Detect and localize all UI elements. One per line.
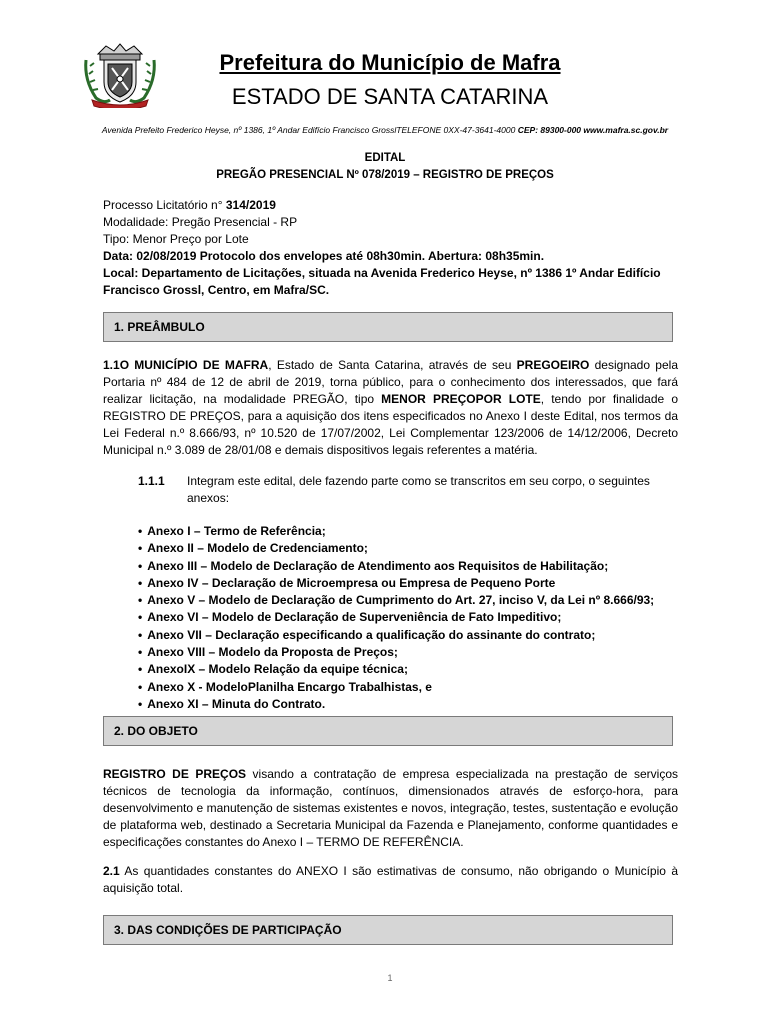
annex-item: • Anexo XI – Minuta do Contrato. (138, 696, 698, 713)
process-data: Data: 02/08/2019 Protocolo dos envelopes até 08h30min. Abertura: 08h35min. (103, 249, 545, 263)
edital-line-2: PREGÃO PRESENCIAL Nº 078/2019 – REGISTRO DE PREÇOS (216, 169, 554, 181)
address-cep-site: CEP: 89300-000 www.mafra.sc.gov.br (517, 125, 669, 135)
process-number: Processo Licitatório n° 314/2019 (103, 198, 276, 212)
objeto-paragraph: REGISTRO DE PREÇOS visando a contratação de empresa especializada na prestação de serviços técnicos de tecnologia da informação, contínuos, dimensionados através de esforço-hora, para desenvolvimento e manutenção de sistemas existentes e novos, integração, testes, sustentação e evolução de plataforma web, destinado a Secretaria Municipal da Fazenda e Planejamento, conforme quantidades e especificações constantes do Anexo I – TERMO DE REFERÊNCIA. (103, 767, 678, 849)
section-heading-preambulo: 1. PREÂMBULO (103, 312, 673, 342)
header-address (0, 125, 770, 135)
annex-item: • Anexo IV – Declaração de Microempresa ou Empresa de Pequeno Porte (138, 575, 698, 592)
annex-item: • AnexoIX – Modelo Relação da equipe técnica; (138, 661, 698, 678)
subitem-number: 1.1.1 (138, 474, 165, 488)
subitem-text: Integram este edital, dele fazendo parte como se transcritos em seu corpo, o seguintes anexos: (187, 474, 650, 505)
annex-item: • Anexo II – Modelo de Credenciamento; (138, 540, 698, 557)
header-title: Prefeitura do Município de Mafra (219, 50, 561, 75)
process-local: Local: Departamento de Licitações, situada na Avenida Frederico Heyse, nº 1386 1º Andar Edifício Francisco Grossl, Centro, em Mafra/SC. (103, 266, 661, 297)
process-info (103, 197, 683, 299)
address-text: Avenida Prefeito Frederico Heyse, nº 1386, 1º Andar Edifício Francisco GrosslTELEFONE 0XX-47-3641-4000 (101, 125, 516, 135)
annex-item: • Anexo I – Termo de Referência; (138, 523, 698, 540)
edital-line-1: EDITAL (364, 152, 406, 164)
annex-list (138, 523, 698, 713)
objeto-item-2-1: 2.1 As quantidades constantes do ANEXO I são estimativas de consumo, não obrigando o Município à aquisição total. (103, 864, 678, 895)
annex-item: • Anexo VIII – Modelo da Proposta de Preços; (138, 644, 698, 661)
annex-item: • Anexo VII – Declaração especificando a qualificação do assinante do contrato; (138, 627, 698, 644)
section-heading-participacao: 3. DAS CONDIÇÕES DE PARTICIPAÇÃO (103, 915, 673, 945)
page-number: 1 (387, 973, 393, 983)
process-modalidade: Modalidade: Pregão Presencial - RP (103, 215, 298, 229)
annex-item: • Anexo VI – Modelo de Declaração de Superveniência de Fato Impeditivo; (138, 609, 698, 626)
annex-item: • Anexo III – Modelo de Declaração de Atendimento aos Requisitos de Habilitação; (138, 558, 698, 575)
header-subtitle: ESTADO DE SANTA CATARINA (231, 84, 549, 109)
section-heading-objeto: 2. DO OBJETO (103, 716, 673, 746)
annex-item: • Anexo V – Modelo de Declaração de Cumprimento do Art. 27, inciso V, da Lei nº 8.666/93; (138, 592, 698, 609)
edital-heading (0, 150, 770, 184)
process-tipo: Tipo: Menor Preço por Lote (103, 232, 249, 246)
annex-item: • Anexo X - ModeloPlanilha Encargo Trabalhistas, e (138, 679, 698, 696)
preambulo-paragraph: 1.1O MUNICÍPIO DE MAFRA, Estado de Santa Catarina, através de seu PREGOEIRO designado pela Portaria nº 484 de 12 de abril de 2019, torna público, para o conhecimento dos interessados, que fará realizar licitação, na modalidade PREGÃO, tipo MENOR PREÇOPOR LOTE, tendo por finalidade o REGISTRO DE PREÇOS, para a aquisição dos itens especificados no Anexo I deste Edital, nos termos da Lei Federal n.º 8.666/93, nº 10.520 de 17/07/2002, Lei Complementar 123/2006 de 14/12/2006, Decreto Municipal n.º 3.089 de 28/01/08 e demais dispositivos legais referentes a matéria. (103, 358, 678, 457)
